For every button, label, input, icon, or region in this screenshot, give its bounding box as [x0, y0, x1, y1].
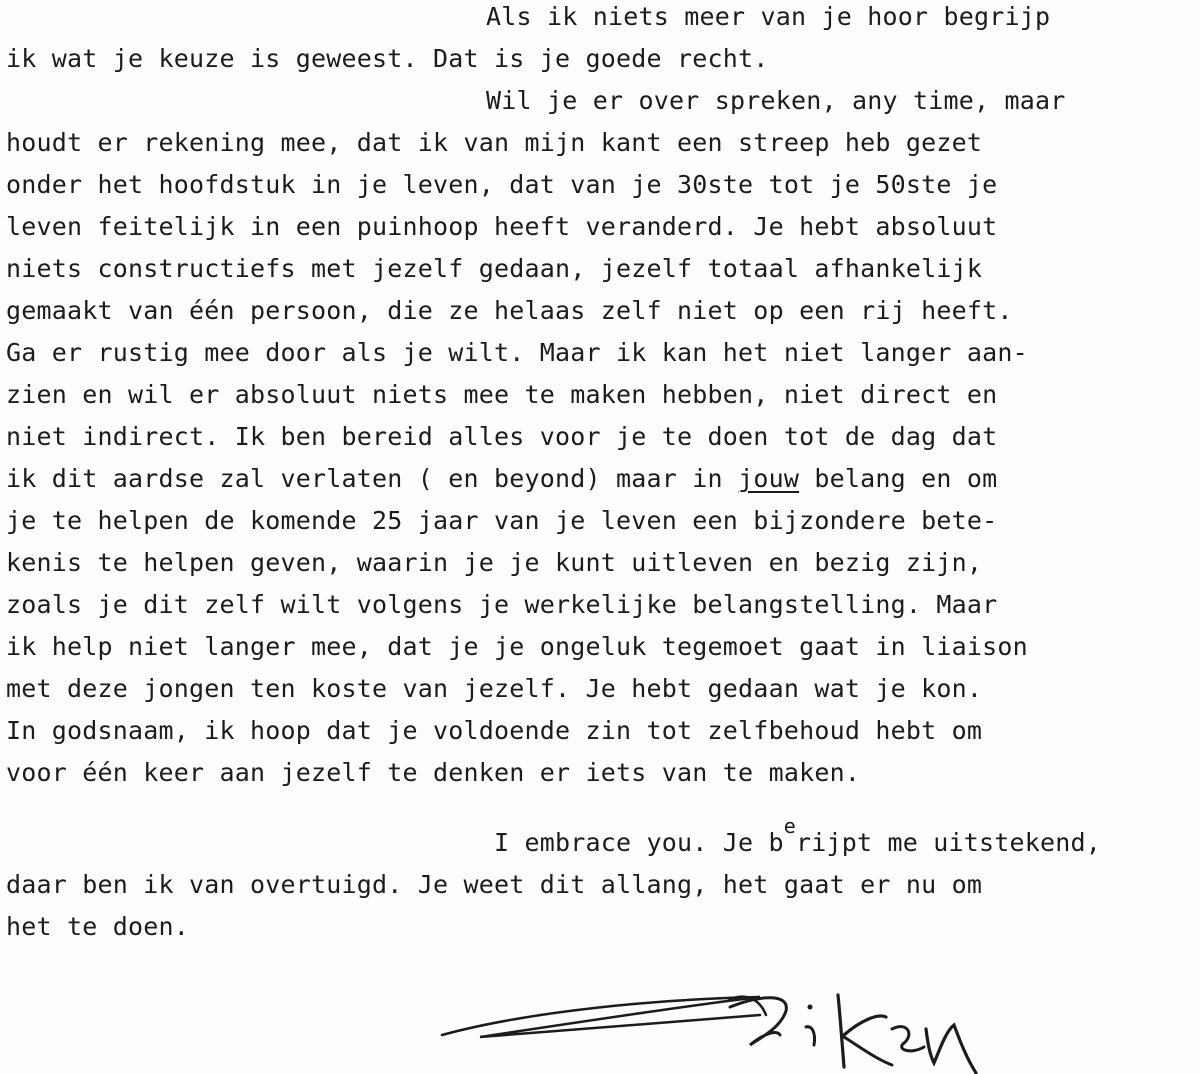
letter-line: zoals je dit zelf wilt volgens je werkelijke belangstelling. Maar [6, 590, 998, 619]
letter-line [6, 464, 997, 494]
letter-line: Als ik niets meer van je hoor begrijp [486, 2, 1051, 31]
letter-line [494, 814, 1102, 859]
letter-line-part: belang en om [799, 464, 998, 493]
letter-line: houdt er rekening mee, dat ik van mijn kant een streep heb gezet [6, 128, 983, 157]
signature [440, 985, 1000, 1074]
letter-line: ik wat je keuze is geweest. Dat is je goede recht. [6, 44, 769, 73]
letter-line: met deze jongen ten koste van jezelf. Je hebt gedaan wat je kon. [6, 674, 983, 703]
letter-line: voor één keer aan jezelf te denken er iets van te maken. [6, 758, 861, 787]
letter-line-part: I embrace you. Je b [494, 828, 784, 857]
letter-line: het te doen. [6, 912, 190, 941]
letter-line: In godsnaam, ik hoop dat je voldoende zin tot zelfbehoud hebt om [6, 716, 983, 745]
letter-line: je te helpen de komende 25 jaar van je leven een bijzondere bete- [6, 506, 998, 535]
letter-line: leven feitelijk in een puinhoop heeft veranderd. Je hebt absoluut [6, 212, 998, 241]
letter-line: daar ben ik van overtuigd. Je weet dit allang, het gaat er nu om [6, 870, 983, 899]
letter-line: kenis te helpen geven, waarin je je kunt uitleven en bezig zijn, [6, 548, 983, 577]
letter-line: gemaakt van één persoon, die ze helaas zelf niet op een rij heeft. [6, 296, 1013, 325]
handwritten-correction: e [783, 814, 797, 838]
letter-line: niet indirect. Ik ben bereid alles voor je te doen tot de dag dat [6, 422, 998, 451]
letter-line: niets constructiefs met jezelf gedaan, jezelf totaal afhankelijk [6, 254, 983, 283]
letter-line: Ga er rustig mee door als je wilt. Maar ik kan het niet langer aan- [6, 338, 1028, 367]
letter-line-part: ik dit aardse zal verlaten ( en beyond) maar in [6, 464, 739, 493]
letter-line: ik help niet langer mee, dat je je ongeluk tegemoet gaat in liaison [6, 632, 1028, 661]
letter-line: zien en wil er absoluut niets mee te maken hebben, niet direct en [6, 380, 998, 409]
underlined-word: jouw [738, 464, 800, 493]
letter-line: Wil je er over spreken, any time, maar [486, 86, 1066, 115]
letter-line: onder het hoofdstuk in je leven, dat van je 30ste tot je 50ste je [6, 170, 998, 199]
letter-line-part: rijpt me uitstekend, [796, 828, 1102, 857]
